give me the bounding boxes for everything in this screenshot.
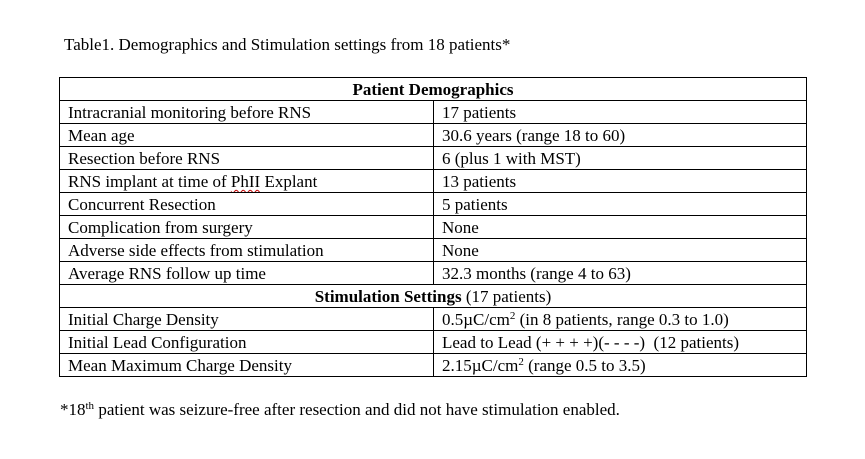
table-row [60,331,807,354]
row-label: Adverse side effects from stimulation [60,239,434,262]
stimulation-header-count: (17 patients) [461,287,552,306]
demographics-table [59,77,807,377]
stimulation-settings-header [60,285,807,308]
table-row [60,124,807,147]
footnote-start: *18 [60,400,86,419]
value-part: (in 8 patients, range 0.3 to 1.0) [515,310,729,329]
table-caption: Table1. Demographics and Stimulation settings from 18 patients* [64,35,511,54]
table-row [60,216,807,239]
table-row [60,308,807,331]
value-part: (range 0.5 to 3.5) [523,356,646,375]
row-label: Complication from surgery [60,216,434,239]
row-value: 6 (plus 1 with MST) [434,147,807,170]
footnote-superscript: th [85,400,95,412]
row-value: 17 patients [434,101,807,124]
stimulation-header-title: Stimulation Settings [314,287,462,306]
footnote [60,399,620,421]
table-row [60,354,807,377]
table-row [60,193,807,216]
row-label: Initial Lead Configuration [60,331,434,354]
row-value [434,354,807,377]
row-label-end: Explant [260,172,318,191]
table-row [60,101,807,124]
row-value: Lead to Lead (+ + + +)(- - - -) (12 patients) [434,331,807,354]
table-row [60,262,807,285]
stimulation-header-row [60,285,807,308]
row-label: Resection before RNS [60,147,434,170]
superscript: 2 [509,310,516,322]
row-value: 13 patients [434,170,807,193]
row-label: Average RNS follow up time [60,262,434,285]
row-value: 32.3 months (range 4 to 63) [434,262,807,285]
row-value: None [434,239,807,262]
superscript: 2 [518,356,524,368]
row-label: Mean Maximum Charge Density [60,354,434,377]
value-part: 0.5µC/cm [442,310,510,329]
row-label: Concurrent Resection [60,193,434,216]
spellcheck-flagged-word: PhII [230,172,261,191]
row-value: 5 patients [434,193,807,216]
footnote-end: patient was seizure-free after resection and did not have stimulation enabled. [94,400,620,419]
row-value [434,308,807,331]
table-row [60,170,807,193]
row-label-start: RNS implant at time of [68,172,231,191]
row-label: Initial Charge Density [60,308,434,331]
row-value: 30.6 years (range 18 to 60) [434,124,807,147]
row-value: None [434,216,807,239]
table-row [60,239,807,262]
value-part: 2.15µC/cm [442,356,519,375]
row-label [60,170,434,193]
table-row [60,147,807,170]
row-label: Mean age [60,124,434,147]
patient-demographics-header: Patient Demographics [60,78,807,101]
row-label: Intracranial monitoring before RNS [60,101,434,124]
demographics-header-row [60,78,807,101]
